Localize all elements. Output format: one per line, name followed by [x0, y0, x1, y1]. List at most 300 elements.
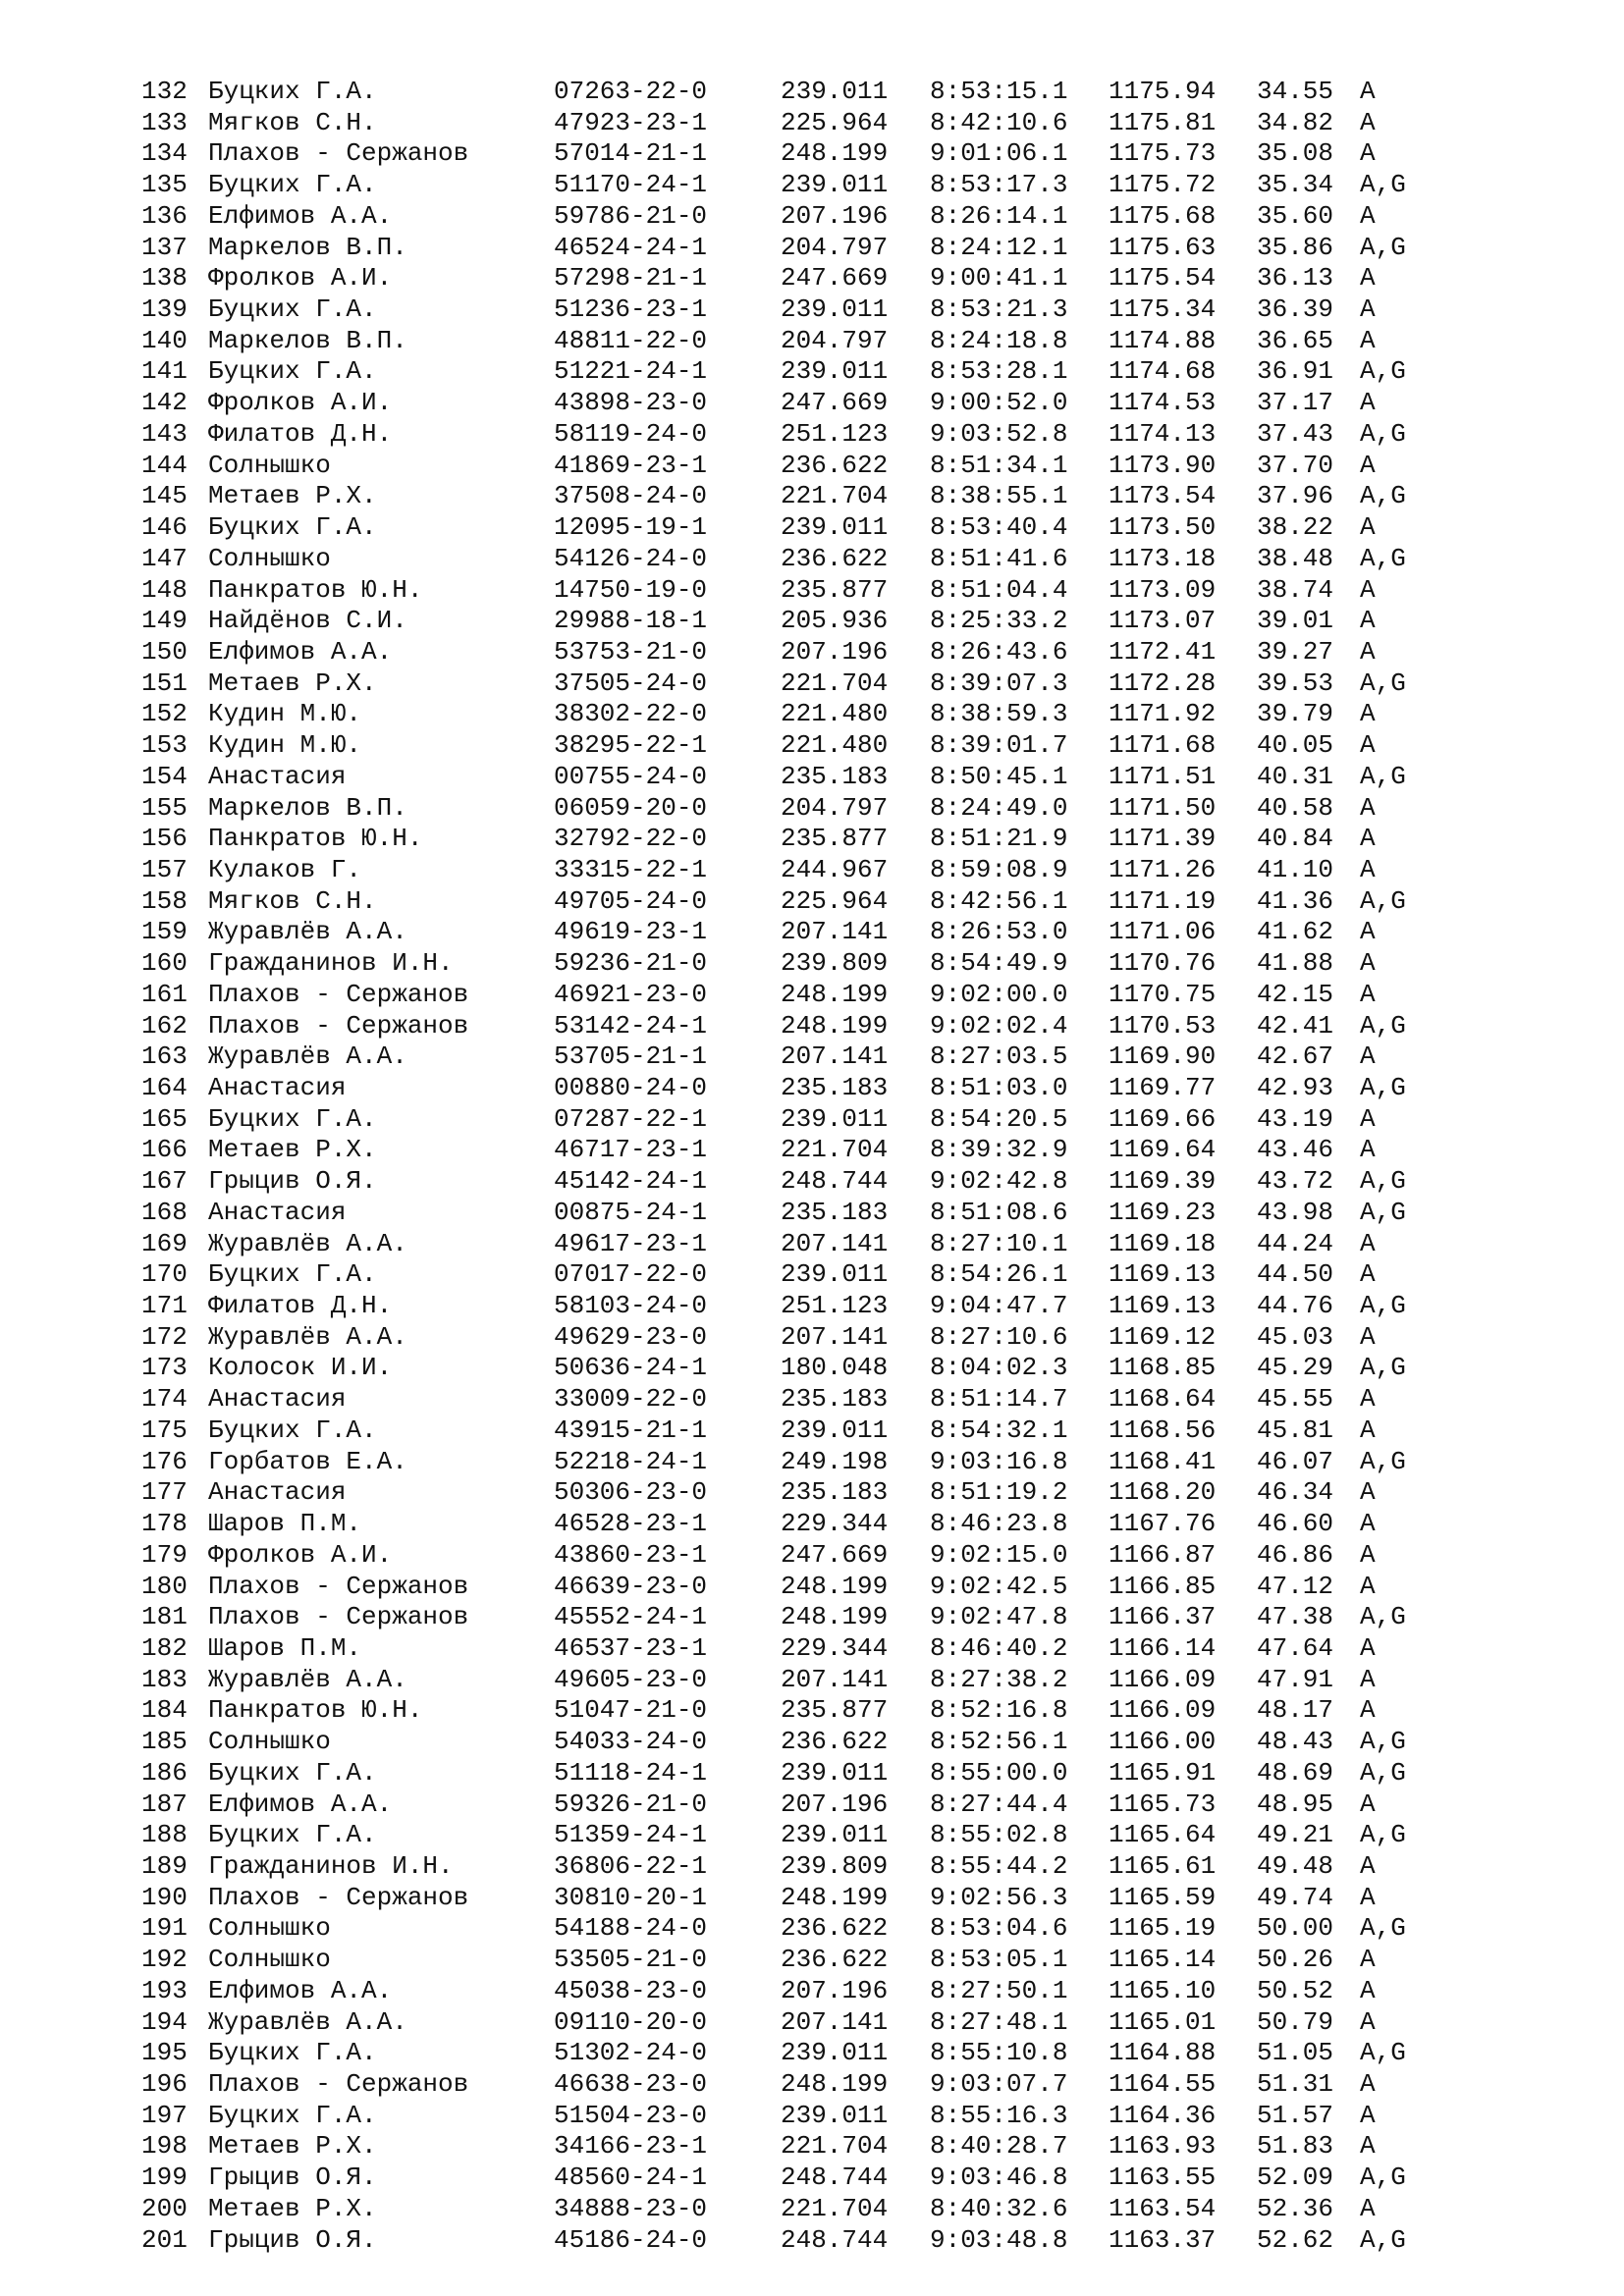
ring-number-cell: 49617-23-1 [554, 1228, 708, 1258]
category-cell: A [1360, 606, 1376, 636]
arrival-time-cell: 8:51:41.6 [930, 543, 1068, 573]
coefficient-cell: 43.46 [1257, 1135, 1334, 1165]
distance-cell: 249.198 [781, 1446, 889, 1476]
ring-number-cell: 43915-21-1 [554, 1415, 708, 1445]
place-cell: 158 [141, 885, 188, 916]
distance-cell: 235.183 [781, 761, 889, 791]
category-cell: A,G [1360, 232, 1406, 262]
place-cell: 141 [141, 356, 188, 387]
speed-cell: 1166.14 [1109, 1632, 1217, 1663]
ring-number-cell: 49619-23-1 [554, 917, 708, 947]
category-cell: A,G [1360, 1602, 1406, 1632]
arrival-time-cell: 8:25:33.2 [930, 606, 1068, 636]
category-cell: A,G [1360, 1913, 1406, 1944]
name-cell: Плахов - Сержанов [208, 2069, 469, 2099]
category-cell: A,G [1360, 885, 1406, 916]
coefficient-cell: 34.55 [1257, 77, 1334, 106]
distance-cell: 248.199 [781, 1010, 889, 1041]
category-cell: A [1360, 2100, 1376, 2130]
place-cell: 186 [141, 1757, 188, 1788]
coefficient-cell: 34.82 [1257, 107, 1334, 137]
distance-cell: 239.011 [781, 294, 889, 325]
arrival-time-cell: 8:24:49.0 [930, 792, 1068, 823]
distance-cell: 247.669 [781, 388, 889, 418]
place-cell: 159 [141, 917, 188, 947]
name-cell: Елфимов А.А. [208, 1789, 393, 1819]
arrival-time-cell: 8:53:40.4 [930, 512, 1068, 543]
distance-cell: 244.967 [781, 854, 889, 884]
name-cell: Журавлёв А.А. [208, 2006, 407, 2037]
distance-cell: 207.196 [781, 1789, 889, 1819]
category-cell: A [1360, 574, 1376, 605]
place-cell: 136 [141, 200, 188, 231]
distance-cell: 239.011 [781, 512, 889, 543]
coefficient-cell: 38.22 [1257, 512, 1334, 543]
coefficient-cell: 36.39 [1257, 294, 1334, 325]
distance-cell: 207.141 [781, 917, 889, 947]
place-cell: 138 [141, 263, 188, 294]
distance-cell: 236.622 [781, 1945, 889, 1975]
speed-cell: 1170.53 [1109, 1010, 1217, 1041]
name-cell: Филатов Д.Н. [208, 418, 393, 449]
name-cell: Елфимов А.А. [208, 200, 393, 231]
place-cell: 146 [141, 512, 188, 543]
distance-cell: 236.622 [781, 543, 889, 573]
coefficient-cell: 52.09 [1257, 2163, 1334, 2193]
distance-cell: 229.344 [781, 1509, 889, 1539]
speed-cell: 1171.51 [1109, 761, 1217, 791]
name-cell: Журавлёв А.А. [208, 1321, 407, 1352]
arrival-time-cell: 8:53:17.3 [930, 170, 1068, 200]
speed-cell: 1167.76 [1109, 1509, 1217, 1539]
speed-cell: 1173.09 [1109, 574, 1217, 605]
distance-cell: 248.199 [781, 138, 889, 169]
coefficient-cell: 45.03 [1257, 1321, 1334, 1352]
distance-cell: 235.183 [781, 1073, 889, 1102]
ring-number-cell: 51236-23-1 [554, 294, 708, 325]
ring-number-cell: 52218-24-1 [554, 1446, 708, 1476]
distance-cell: 207.196 [781, 636, 889, 667]
distance-cell: 248.199 [781, 1882, 889, 1912]
coefficient-cell: 39.01 [1257, 606, 1334, 636]
arrival-time-cell: 8:53:05.1 [930, 1945, 1068, 1975]
arrival-time-cell: 8:53:04.6 [930, 1913, 1068, 1944]
distance-cell: 239.809 [781, 948, 889, 979]
category-cell: A [1360, 1664, 1376, 1694]
category-cell: A,G [1360, 1073, 1406, 1102]
speed-cell: 1172.41 [1109, 636, 1217, 667]
coefficient-cell: 49.74 [1257, 1882, 1334, 1912]
distance-cell: 248.199 [781, 1571, 889, 1601]
speed-cell: 1175.94 [1109, 77, 1217, 106]
place-cell: 134 [141, 138, 188, 169]
place-cell: 194 [141, 2006, 188, 2037]
name-cell: Маркелов В.П. [208, 325, 407, 355]
arrival-time-cell: 9:03:46.8 [930, 2163, 1068, 2193]
distance-cell: 207.141 [781, 1321, 889, 1352]
place-cell: 185 [141, 1727, 188, 1757]
category-cell: A [1360, 1945, 1376, 1975]
place-cell: 175 [141, 1415, 188, 1445]
name-cell: Маркелов В.П. [208, 232, 407, 262]
coefficient-cell: 37.17 [1257, 388, 1334, 418]
speed-cell: 1170.75 [1109, 979, 1217, 1009]
place-cell: 170 [141, 1259, 188, 1290]
speed-cell: 1168.85 [1109, 1353, 1217, 1383]
place-cell: 180 [141, 1571, 188, 1601]
distance-cell: 221.704 [781, 481, 889, 511]
arrival-time-cell: 8:27:10.6 [930, 1321, 1068, 1352]
speed-cell: 1168.41 [1109, 1446, 1217, 1476]
speed-cell: 1175.63 [1109, 232, 1217, 262]
ring-number-cell: 51221-24-1 [554, 356, 708, 387]
distance-cell: 236.622 [781, 450, 889, 480]
arrival-time-cell: 8:54:20.5 [930, 1103, 1068, 1134]
category-cell: A [1360, 2193, 1376, 2223]
coefficient-cell: 43.19 [1257, 1103, 1334, 1134]
coefficient-cell: 46.34 [1257, 1477, 1334, 1508]
category-cell: A [1360, 512, 1376, 543]
place-cell: 183 [141, 1664, 188, 1694]
coefficient-cell: 51.05 [1257, 2038, 1334, 2068]
arrival-time-cell: 8:38:59.3 [930, 699, 1068, 729]
ring-number-cell: 38302-22-0 [554, 699, 708, 729]
arrival-time-cell: 8:27:10.1 [930, 1228, 1068, 1258]
speed-cell: 1166.37 [1109, 1602, 1217, 1632]
category-cell: A [1360, 1975, 1376, 2005]
speed-cell: 1169.66 [1109, 1103, 1217, 1134]
category-cell: A [1360, 294, 1376, 325]
ring-number-cell: 45552-24-1 [554, 1602, 708, 1632]
distance-cell: 221.704 [781, 2193, 889, 2223]
place-cell: 176 [141, 1446, 188, 1476]
ring-number-cell: 48811-22-0 [554, 325, 708, 355]
place-cell: 172 [141, 1321, 188, 1352]
speed-cell: 1171.68 [1109, 730, 1217, 761]
name-cell: Анастасия [208, 761, 347, 791]
category-cell: A [1360, 636, 1376, 667]
coefficient-cell: 49.48 [1257, 1850, 1334, 1881]
speed-cell: 1165.61 [1109, 1850, 1217, 1881]
place-cell: 197 [141, 2100, 188, 2130]
place-cell: 190 [141, 1882, 188, 1912]
ring-number-cell: 30810-20-1 [554, 1882, 708, 1912]
ring-number-cell: 50306-23-0 [554, 1477, 708, 1508]
place-cell: 154 [141, 761, 188, 791]
ring-number-cell: 51047-21-0 [554, 1695, 708, 1726]
name-cell: Метаев Р.Х. [208, 1135, 377, 1165]
name-cell: Панкратов Ю.Н. [208, 574, 423, 605]
speed-cell: 1173.90 [1109, 450, 1217, 480]
name-cell: Буцких Г.А. [208, 2038, 377, 2068]
arrival-time-cell: 8:24:18.8 [930, 325, 1068, 355]
category-cell: A,G [1360, 761, 1406, 791]
category-cell: A [1360, 917, 1376, 947]
ring-number-cell: 49629-23-0 [554, 1321, 708, 1352]
coefficient-cell: 43.98 [1257, 1197, 1334, 1227]
coefficient-cell: 46.07 [1257, 1446, 1334, 1476]
coefficient-cell: 50.00 [1257, 1913, 1334, 1944]
arrival-time-cell: 8:55:10.8 [930, 2038, 1068, 2068]
speed-cell: 1175.34 [1109, 294, 1217, 325]
speed-cell: 1174.68 [1109, 356, 1217, 387]
name-cell: Кудин М.Ю. [208, 730, 362, 761]
ring-number-cell: 33315-22-1 [554, 854, 708, 884]
name-cell: Солнышко [208, 543, 331, 573]
category-cell: A [1360, 2006, 1376, 2037]
speed-cell: 1165.01 [1109, 2006, 1217, 2037]
speed-cell: 1166.85 [1109, 1571, 1217, 1601]
distance-cell: 229.344 [781, 1632, 889, 1663]
coefficient-cell: 38.48 [1257, 543, 1334, 573]
speed-cell: 1171.39 [1109, 824, 1217, 854]
speed-cell: 1174.13 [1109, 418, 1217, 449]
category-cell: A,G [1360, 543, 1406, 573]
category-cell: A,G [1360, 1446, 1406, 1476]
name-cell: Гражданинов И.Н. [208, 948, 454, 979]
place-cell: 142 [141, 388, 188, 418]
name-cell: Плахов - Сержанов [208, 138, 469, 169]
coefficient-cell: 45.29 [1257, 1353, 1334, 1383]
name-cell: Плахов - Сержанов [208, 979, 469, 1009]
place-cell: 181 [141, 1602, 188, 1632]
coefficient-cell: 41.10 [1257, 854, 1334, 884]
distance-cell: 239.011 [781, 1259, 889, 1290]
arrival-time-cell: 8:39:07.3 [930, 667, 1068, 698]
coefficient-cell: 42.41 [1257, 1010, 1334, 1041]
arrival-time-cell: 8:27:44.4 [930, 1789, 1068, 1819]
category-cell: A [1360, 1041, 1376, 1072]
category-cell: A [1360, 1135, 1376, 1165]
place-cell: 145 [141, 481, 188, 511]
ring-number-cell: 47923-23-1 [554, 107, 708, 137]
speed-cell: 1169.64 [1109, 1135, 1217, 1165]
ring-number-cell: 14750-19-0 [554, 574, 708, 605]
distance-cell: 235.877 [781, 1695, 889, 1726]
place-cell: 143 [141, 418, 188, 449]
name-cell: Гражданинов И.Н. [208, 1850, 454, 1881]
speed-cell: 1165.59 [1109, 1882, 1217, 1912]
place-cell: 168 [141, 1197, 188, 1227]
place-cell: 153 [141, 730, 188, 761]
distance-cell: 207.196 [781, 200, 889, 231]
arrival-time-cell: 8:40:28.7 [930, 2131, 1068, 2162]
arrival-time-cell: 8:55:02.8 [930, 1820, 1068, 1850]
place-cell: 195 [141, 2038, 188, 2068]
arrival-time-cell: 8:27:03.5 [930, 1041, 1068, 1072]
distance-cell: 248.199 [781, 979, 889, 1009]
arrival-time-cell: 8:55:16.3 [930, 2100, 1068, 2130]
ring-number-cell: 48560-24-1 [554, 2163, 708, 2193]
speed-cell: 1165.91 [1109, 1757, 1217, 1788]
place-cell: 164 [141, 1073, 188, 1102]
coefficient-cell: 37.96 [1257, 481, 1334, 511]
name-cell: Горбатов Е.А. [208, 1446, 407, 1476]
category-cell: A [1360, 107, 1376, 137]
arrival-time-cell: 9:02:15.0 [930, 1539, 1068, 1570]
ring-number-cell: 54033-24-0 [554, 1727, 708, 1757]
category-cell: A,G [1360, 2038, 1406, 2068]
category-cell: A [1360, 1850, 1376, 1881]
name-cell: Метаев Р.Х. [208, 667, 377, 698]
ring-number-cell: 54188-24-0 [554, 1913, 708, 1944]
ring-number-cell: 43860-23-1 [554, 1539, 708, 1570]
name-cell: Плахов - Сержанов [208, 1602, 469, 1632]
distance-cell: 251.123 [781, 1291, 889, 1321]
ring-number-cell: 33009-22-0 [554, 1384, 708, 1415]
category-cell: A [1360, 854, 1376, 884]
coefficient-cell: 48.17 [1257, 1695, 1334, 1726]
speed-cell: 1166.09 [1109, 1664, 1217, 1694]
ring-number-cell: 32792-22-0 [554, 824, 708, 854]
category-cell: A,G [1360, 481, 1406, 511]
arrival-time-cell: 9:02:47.8 [930, 1602, 1068, 1632]
coefficient-cell: 39.53 [1257, 667, 1334, 698]
ring-number-cell: 45186-24-0 [554, 2224, 708, 2255]
arrival-time-cell: 8:27:50.1 [930, 1975, 1068, 2005]
category-cell: A [1360, 1103, 1376, 1134]
coefficient-cell: 46.60 [1257, 1509, 1334, 1539]
ring-number-cell: 34166-23-1 [554, 2131, 708, 2162]
name-cell: Мягков С.Н. [208, 107, 377, 137]
name-cell: Буцких Г.А. [208, 1820, 377, 1850]
speed-cell: 1168.20 [1109, 1477, 1217, 1508]
speed-cell: 1175.73 [1109, 138, 1217, 169]
category-cell: A [1360, 1571, 1376, 1601]
ring-number-cell: 53753-21-0 [554, 636, 708, 667]
ring-number-cell: 51302-24-0 [554, 2038, 708, 2068]
speed-cell: 1174.53 [1109, 388, 1217, 418]
category-cell: A [1360, 730, 1376, 761]
coefficient-cell: 48.95 [1257, 1789, 1334, 1819]
speed-cell: 1175.54 [1109, 263, 1217, 294]
speed-cell: 1165.10 [1109, 1975, 1217, 2005]
distance-cell: 251.123 [781, 418, 889, 449]
category-cell: A,G [1360, 418, 1406, 449]
category-cell: A,G [1360, 170, 1406, 200]
name-cell: Плахов - Сержанов [208, 1882, 469, 1912]
place-cell: 189 [141, 1850, 188, 1881]
distance-cell: 221.704 [781, 667, 889, 698]
arrival-time-cell: 9:01:06.1 [930, 138, 1068, 169]
distance-cell: 248.744 [781, 1166, 889, 1197]
ring-number-cell: 51359-24-1 [554, 1820, 708, 1850]
category-cell: A [1360, 2131, 1376, 2162]
name-cell: Анастасия [208, 1477, 347, 1508]
name-cell: Елфимов А.А. [208, 1975, 393, 2005]
name-cell: Буцких Г.А. [208, 1415, 377, 1445]
arrival-time-cell: 8:27:48.1 [930, 2006, 1068, 2037]
arrival-time-cell: 8:51:19.2 [930, 1477, 1068, 1508]
name-cell: Буцких Г.А. [208, 1103, 377, 1134]
category-cell: A [1360, 824, 1376, 854]
place-cell: 155 [141, 792, 188, 823]
ring-number-cell: 58103-24-0 [554, 1291, 708, 1321]
coefficient-cell: 47.64 [1257, 1632, 1334, 1663]
coefficient-cell: 47.38 [1257, 1602, 1334, 1632]
coefficient-cell: 35.08 [1257, 138, 1334, 169]
place-cell: 163 [141, 1041, 188, 1072]
place-cell: 169 [141, 1228, 188, 1258]
place-cell: 152 [141, 699, 188, 729]
arrival-time-cell: 8:51:08.6 [930, 1197, 1068, 1227]
arrival-time-cell: 9:03:52.8 [930, 418, 1068, 449]
distance-cell: 204.797 [781, 792, 889, 823]
place-cell: 135 [141, 170, 188, 200]
place-cell: 167 [141, 1166, 188, 1197]
name-cell: Елфимов А.А. [208, 636, 393, 667]
distance-cell: 207.141 [781, 2006, 889, 2037]
distance-cell: 239.011 [781, 1757, 889, 1788]
speed-cell: 1163.93 [1109, 2131, 1217, 2162]
category-cell: A,G [1360, 1353, 1406, 1383]
arrival-time-cell: 8:42:10.6 [930, 107, 1068, 137]
speed-cell: 1165.64 [1109, 1820, 1217, 1850]
coefficient-cell: 40.05 [1257, 730, 1334, 761]
name-cell: Метаев Р.Х. [208, 481, 377, 511]
ring-number-cell: 00880-24-0 [554, 1073, 708, 1102]
ring-number-cell: 43898-23-0 [554, 388, 708, 418]
place-cell: 140 [141, 325, 188, 355]
speed-cell: 1165.73 [1109, 1789, 1217, 1819]
distance-cell: 235.183 [781, 1477, 889, 1508]
arrival-time-cell: 8:53:28.1 [930, 356, 1068, 387]
arrival-time-cell: 8:50:45.1 [930, 761, 1068, 791]
distance-cell: 239.809 [781, 1850, 889, 1881]
ring-number-cell: 53505-21-0 [554, 1945, 708, 1975]
name-cell: Панкратов Ю.Н. [208, 1695, 423, 1726]
distance-cell: 239.011 [781, 1103, 889, 1134]
arrival-time-cell: 9:02:02.4 [930, 1010, 1068, 1041]
category-cell: A [1360, 1509, 1376, 1539]
coefficient-cell: 41.36 [1257, 885, 1334, 916]
coefficient-cell: 36.13 [1257, 263, 1334, 294]
ring-number-cell: 58119-24-0 [554, 418, 708, 449]
category-cell: A [1360, 2069, 1376, 2099]
arrival-time-cell: 8:51:34.1 [930, 450, 1068, 480]
place-cell: 137 [141, 232, 188, 262]
arrival-time-cell: 9:02:56.3 [930, 1882, 1068, 1912]
place-cell: 161 [141, 979, 188, 1009]
place-cell: 184 [141, 1695, 188, 1726]
category-cell: A [1360, 263, 1376, 294]
place-cell: 192 [141, 1945, 188, 1975]
category-cell: A,G [1360, 667, 1406, 698]
coefficient-cell: 51.83 [1257, 2131, 1334, 2162]
speed-cell: 1175.72 [1109, 170, 1217, 200]
speed-cell: 1165.14 [1109, 1945, 1217, 1975]
ring-number-cell: 37508-24-0 [554, 481, 708, 511]
ring-number-cell: 46524-24-1 [554, 232, 708, 262]
name-cell: Буцких Г.А. [208, 512, 377, 543]
category-cell: A,G [1360, 2163, 1406, 2193]
name-cell: Грыцив О.Я. [208, 1166, 377, 1197]
distance-cell: 236.622 [781, 1727, 889, 1757]
speed-cell: 1169.23 [1109, 1197, 1217, 1227]
arrival-time-cell: 8:54:49.9 [930, 948, 1068, 979]
speed-cell: 1169.90 [1109, 1041, 1217, 1072]
arrival-time-cell: 8:51:03.0 [930, 1073, 1068, 1102]
speed-cell: 1174.88 [1109, 325, 1217, 355]
ring-number-cell: 51504-23-0 [554, 2100, 708, 2130]
ring-number-cell: 59786-21-0 [554, 200, 708, 231]
place-cell: 151 [141, 667, 188, 698]
coefficient-cell: 37.43 [1257, 418, 1334, 449]
name-cell: Кулаков Г. [208, 854, 362, 884]
name-cell: Журавлёв А.А. [208, 1041, 407, 1072]
coefficient-cell: 50.26 [1257, 1945, 1334, 1975]
place-cell: 199 [141, 2163, 188, 2193]
